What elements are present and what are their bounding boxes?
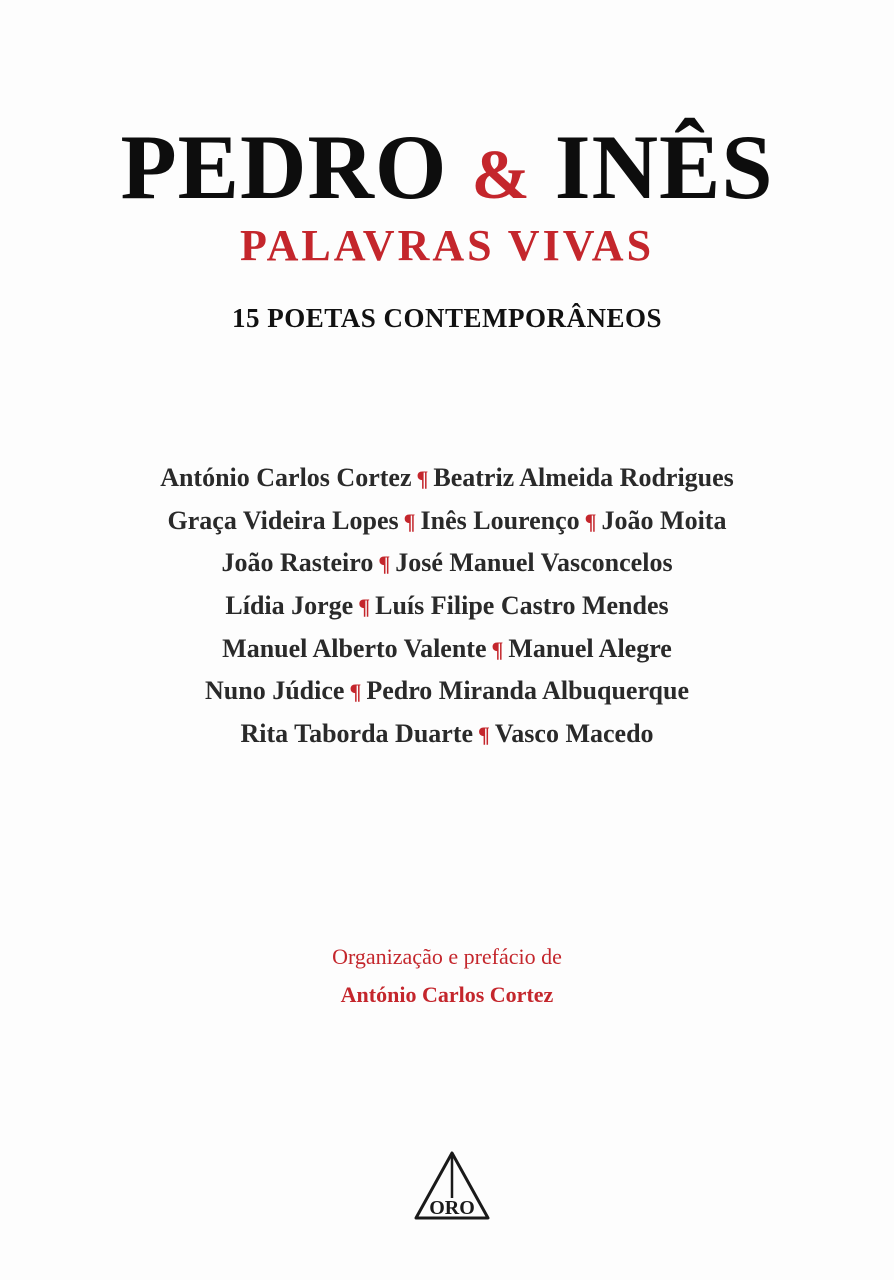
pilcrow-separator-icon: ¶ [491, 636, 504, 662]
credit-label: Organização e prefácio de [332, 944, 562, 969]
pilcrow-separator-icon: ¶ [584, 508, 597, 534]
pilcrow-separator-icon: ¶ [416, 466, 429, 491]
logo-text: ORO [429, 1197, 475, 1219]
poet-name: Graça Videira Lopes [167, 505, 399, 535]
pilcrow-separator-icon: ¶ [358, 594, 371, 620]
poet-list [0, 457, 894, 756]
credits [0, 940, 894, 1016]
poet-name: Rita Taborda Duarte [240, 719, 474, 749]
poet-name: Manuel Alegre [508, 633, 672, 663]
poet-name: António Carlos Cortez [160, 463, 412, 492]
title-ampersand: & [471, 137, 531, 214]
pilcrow-separator-icon: ¶ [478, 722, 490, 748]
poet-name: Vasco Macedo [494, 719, 654, 749]
poet-line [0, 585, 894, 628]
book-tagline: 15 POETAS CONTEMPORÂNEOS [231, 303, 663, 333]
poet-name: Beatriz Almeida Rodrigues [433, 463, 734, 492]
poet-name: Manuel Alberto Valente [222, 633, 487, 663]
poet-name: João Moita [601, 505, 727, 535]
pilcrow-separator-icon: ¶ [378, 551, 391, 577]
poet-name: Nuno Júdice [205, 676, 345, 706]
poet-line [0, 713, 894, 756]
poet-name: José Manuel Vasconcelos [395, 548, 673, 578]
credit-name: António Carlos Cortez [340, 982, 554, 1007]
book-subtitle: PALAVRAS VIVAS [239, 221, 655, 270]
poet-line [0, 457, 894, 500]
poet-name: Inês Lourenço [420, 505, 580, 535]
title-part-1: PEDRO [120, 116, 448, 218]
poet-line [0, 670, 894, 713]
poet-name: Lídia Jorge [225, 591, 354, 621]
poet-line [0, 500, 894, 543]
poet-name: Luís Filipe Castro Mendes [375, 591, 669, 621]
oro-triangle-logo-icon [412, 1150, 492, 1222]
poet-line [0, 628, 894, 671]
poet-name: João Rasteiro [221, 548, 374, 578]
poet-name: Pedro Miranda Albuquerque [366, 676, 689, 706]
pilcrow-separator-icon: ¶ [349, 679, 362, 705]
pilcrow-separator-icon: ¶ [403, 508, 416, 534]
book-title [0, 112, 894, 231]
poet-line [0, 542, 894, 585]
title-part-2: INÊS [554, 116, 774, 218]
